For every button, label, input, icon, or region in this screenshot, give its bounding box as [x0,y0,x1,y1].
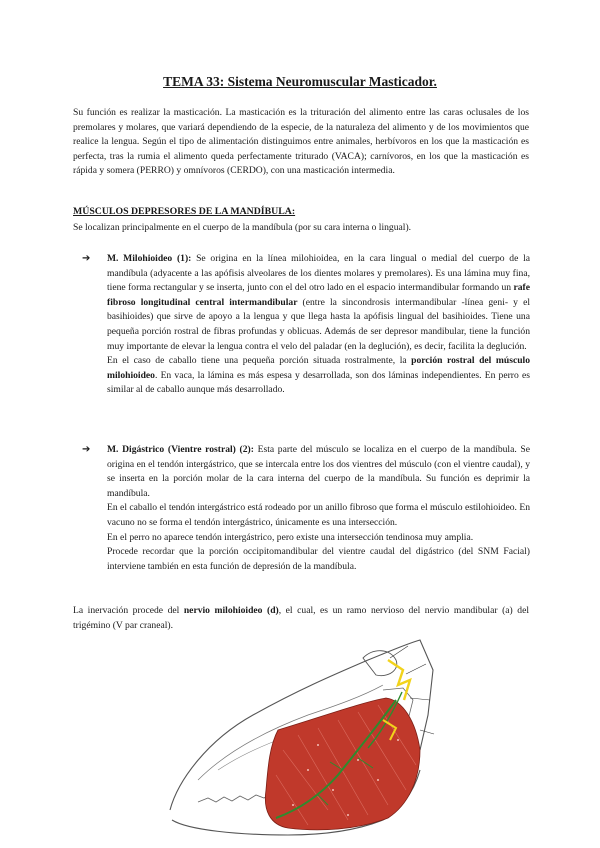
innervation-paragraph [73,604,529,633]
arrow-bullet-icon: ➔ [82,444,91,455]
item-paragraph: Procede recordar que la porción occipitomandibular del vientre caudal del digástrico (del SNM Facial) interviene también en esta función de depresión de la mandíbula. [107,546,530,572]
item-body [107,252,530,398]
section-subheading: Se localizan principalmente en el cuerpo de la mandíbula (por su cara interna o lingual). [73,222,412,233]
item-paragraph: En el caballo el tendón intergástrico está rodeado por un anillo fibroso que forma el músculo estilohioideo. En vacuno no se forma el tendón intergástrico, únicamente es una intersección. [107,502,530,528]
text-run: Se origina en la línea milohioidea, en la cara lingual o medial del cuerpo de la mandíbula (adyacente a las apófisis alveolares de los dientes molares y premolares). Es una lámina muy fina, tiene forma rectangular y se inserta, junto con el del otro lado en el espacio intermandibular formando un [107,253,530,294]
muscle-name: M. Milohioideo (1): [107,253,192,264]
text-run: En el caso de caballo tiene una pequeña porción situada rostralmente, la [107,355,412,367]
intro-paragraph: Su función es realizar la masticación. La masticación es la trituración del alimento entre las caras oclusales de los premolares y molares, que variará dependiendo de la especie, de la naturaleza del alimento y de los movimientos que realice la lengua. Según el tipo de alimentación distinguimos entre animales, herbívoros en los que la masticación es perfecta, tras la rumia el alimento queda perfectamente triturado (VACA); carnívoros, en los que la masticación es rápida y somera (PERRO) y omnívoros (CERDO), con una masticación intermedia. [73,107,529,177]
bold-term: porción rostral del músculo milohioideo [107,355,530,381]
item-paragraph [107,252,530,354]
text-run: La inervación procede del [73,605,184,616]
bold-term: nervio milohioideo (d) [183,605,279,616]
text-run: , el cual, es un ramo nervioso del nervio mandibular (a) del trigémino (V par craneal). [73,605,529,631]
item-body [107,443,530,574]
item-paragraph [107,443,530,501]
item-paragraph [107,354,530,398]
muscle-name: M. Digástrico (Vientre rostral) (2): [107,444,254,455]
arrow-bullet-icon: ➔ [82,253,91,264]
section-heading: MÚSCULOS DEPRESORES DE LA MANDÍBULA: [73,206,296,217]
text-run: (entre la sincondrosis intermandibular -línea geni- y el basihioides) que sirve de apoyo a la lengua y que llega hasta la apófisis lingual del basihioides. Tiene una pequeña porción rostral de fibras profundas y oblicuas. Además de ser depresor mandibular, tiene la función muy importante de elevar la lengua contra el velo del paladar (en la deglución), es decir, facilita la deglución. [107,296,530,352]
page-title: TEMA 33: Sistema Neuromuscular Masticador. [163,74,437,89]
muscle-region [265,698,420,830]
bold-term: rafe fibroso longitudinal central intermandibular [107,282,530,308]
item-paragraph: En el perro no aparece tendón intergástrico, pero existe una intersección tendinosa muy amplia. [107,531,474,543]
anatomical-illustration [158,630,440,842]
nerve-highlight [388,660,410,700]
text-run: Esta parte del músculo se localiza en el cuerpo de la mandíbula. Se origina en el tendón intergástrico, que se intercala entre los dos vientres del músculo (con el vientre caudal), y se inserta en la porción molar de la cara interna del cuerpo de la mandíbula. Su función es deprimir la mandíbula. [107,444,531,499]
text-run: . En vaca, la lámina es más espesa y desarrollada, son dos láminas independientes. En perro es similar al de caballo aunque más desarrollado. [107,369,530,396]
